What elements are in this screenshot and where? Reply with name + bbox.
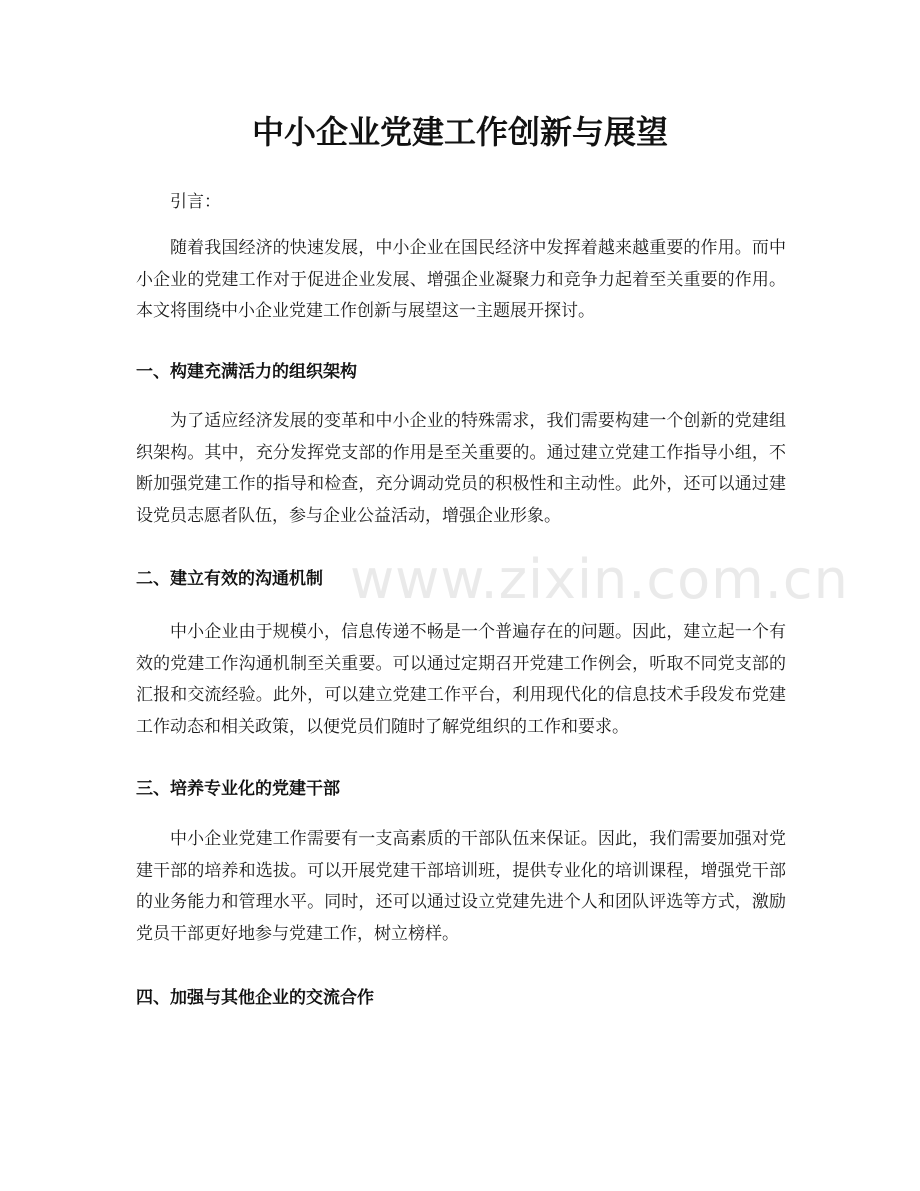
section-heading-1: 一、构建充满活力的组织架构 bbox=[136, 362, 357, 382]
section-heading-4: 四、加强与其他企业的交流合作 bbox=[136, 988, 374, 1008]
section-heading-2: 二、建立有效的沟通机制 bbox=[136, 569, 323, 589]
section-body-3: 中小企业党建工作需要有一支高素质的干部队伍来保证。因此，我们需要加强对党建干部的培养和选拔。可以开展党建干部培训班，提供专业化的培训课程，增强党干部的业务能力和管理水平。同时，还可以通过设立党建先进个人和团队评选等方式，激励党员干部更好地参与党建工作，树立榜样。 bbox=[136, 829, 786, 944]
intro-label: 引言： bbox=[170, 192, 221, 212]
intro-paragraph: 随着我国经济的快速发展，中小企业在国民经济中发挥着越来越重要的作用。而中小企业的党建工作对于促进企业发展、增强企业凝聚力和竞争力起着至关重要的作用。本文将围绕中小企业党建工作创新与展望这一主题展开探讨。 bbox=[136, 238, 786, 321]
section-body-2: 中小企业由于规模小，信息传递不畅是一个普遍存在的问题。因此，建立起一个有效的党建工作沟通机制至关重要。可以通过定期召开党建工作例会，听取不同党支部的汇报和交流经验。此外，可以建立党建工作平台，利用现代化的信息技术手段发布党建工作动态和相关政策，以便党员们随时了解党组织的工作和要求。 bbox=[136, 622, 786, 737]
page-title: 中小企业党建工作创新与展望 bbox=[251, 113, 668, 151]
section-heading-3: 三、培养专业化的党建干部 bbox=[136, 779, 340, 799]
watermark: www.zixin.com.cn bbox=[350, 548, 849, 611]
section-body-1: 为了适应经济发展的变革和中小企业的特殊需求，我们需要构建一个创新的党建组织架构。其中，充分发挥党支部的作用是至关重要的。通过建立党建工作指导小组，不断加强党建工作的指导和检查，充分调动党员的积极性和主动性。此外，还可以通过建设党员志愿者队伍，参与企业公益活动，增强企业形象。 bbox=[136, 411, 786, 526]
